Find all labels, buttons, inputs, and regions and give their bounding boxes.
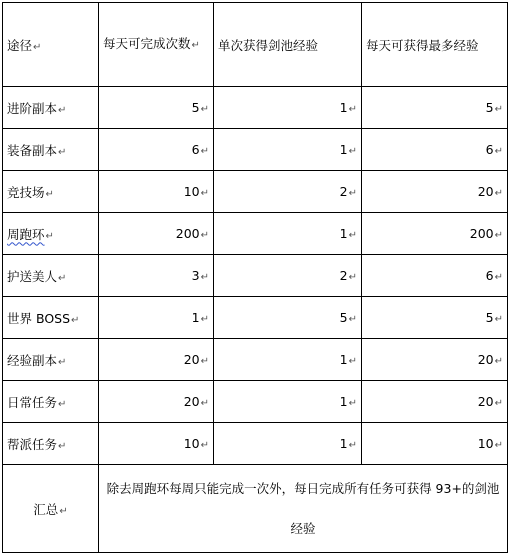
cell-exp: 5↵ [214,297,362,339]
cell-times: 20↵ [99,381,214,423]
cell-times: 1↵ [99,297,214,339]
cell-times: 3↵ [99,255,214,297]
table-row [3,339,508,381]
summary-label: 汇总↵ [3,465,99,553]
cell-route: 装备副本↵ [3,129,99,171]
table-row [3,87,508,129]
cell-route: 日常任务↵ [3,381,99,423]
cell-route: 进阶副本↵ [3,87,99,129]
cell-max: 6↵ [362,255,508,297]
summary-text: 除去周跑环每周只能完成一次外，每日完成所有任务可获得 93+的剑池经验 [99,465,508,553]
header-single-exp: 单次获得剑池经验 [214,3,362,87]
header-max-exp: 每天可获得最多经验 [362,3,508,87]
cell-exp: 2↵ [214,171,362,213]
summary-row [3,465,508,553]
table-row [3,297,508,339]
cell-max: 20↵ [362,339,508,381]
table-row [3,129,508,171]
cell-max: 20↵ [362,171,508,213]
cell-exp: 1↵ [214,213,362,255]
cell-exp: 1↵ [214,129,362,171]
table-row [3,381,508,423]
cell-exp: 1↵ [214,87,362,129]
table-row [3,255,508,297]
table-row [3,423,508,465]
cell-times: 5↵ [99,87,214,129]
cell-max: 6↵ [362,129,508,171]
cell-max: 200↵ [362,213,508,255]
cell-max: 20↵ [362,381,508,423]
table-row [3,213,508,255]
cell-exp: 1↵ [214,381,362,423]
cell-route: 周跑环↵ [3,213,99,255]
cell-route: 世界 BOSS↵ [3,297,99,339]
cell-times: 6↵ [99,129,214,171]
cell-route: 护送美人↵ [3,255,99,297]
cell-times: 20↵ [99,339,214,381]
experience-table [2,2,508,553]
cell-exp: 2↵ [214,255,362,297]
table-header-row [3,3,508,87]
cell-exp: 1↵ [214,423,362,465]
cell-max: 5↵ [362,297,508,339]
cell-times: 10↵ [99,171,214,213]
table-row [3,171,508,213]
header-route: 途径↵ [3,3,99,87]
cell-exp: 1↵ [214,339,362,381]
cell-route: 经验副本↵ [3,339,99,381]
cell-max: 10↵ [362,423,508,465]
cell-route: 帮派任务↵ [3,423,99,465]
cell-times: 200↵ [99,213,214,255]
cell-max: 5↵ [362,87,508,129]
header-daily-times: 每天可完成次数↵ [99,3,214,87]
cell-times: 10↵ [99,423,214,465]
cell-route: 竞技场↵ [3,171,99,213]
